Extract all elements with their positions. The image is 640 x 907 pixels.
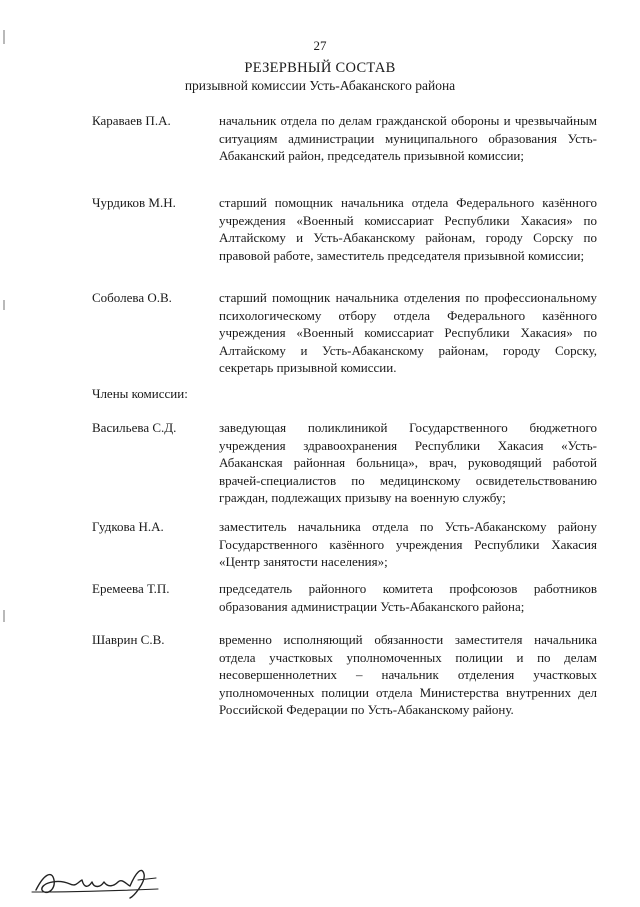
person-name: Чурдиков М.Н. <box>92 195 176 210</box>
person-role: председатель районного комитета профсоюзов работников образования администрации Усть-Абаканского района; <box>219 581 597 614</box>
person-name: Гудкова Н.А. <box>92 519 164 534</box>
signature-icon <box>30 862 170 902</box>
members-label: Члены комиссии: <box>92 386 188 401</box>
member-entry <box>92 580 597 615</box>
leadership-entry <box>92 194 597 264</box>
person-name: Васильева С.Д. <box>92 420 177 435</box>
leadership-entry <box>92 289 597 377</box>
scan-edge-mark <box>3 610 5 622</box>
person-role: заместитель начальника отдела по Усть-Абаканскому району Государственного казённого учреждения Республики Хакасия «Центр занятости населения»; <box>219 519 597 570</box>
document-title: РЕЗЕРВНЫЙ СОСТАВ <box>244 60 396 76</box>
page-number: 27 <box>313 38 327 53</box>
person-role: старший помощник начальника отдела Федерального казённого учреждения «Военный комиссариат Республики Хакасия» по Алтайскому и Усть-Абаканскому районам, городу Сорску по правовой работе, заместитель председателя призывной комиссии; <box>219 195 597 263</box>
person-role: старший помощник начальника отделения по профессиональному психологическому отбору отдела Федерального казённого учреждения «Военный комиссариат Республики Хакасия» по Алтайскому и Усть-Абаканскому районам, городу Сорску, секретарь призывной комиссии. <box>219 290 597 376</box>
person-name: Караваев П.А. <box>92 113 171 128</box>
person-name: Соболева О.В. <box>92 290 172 305</box>
person-role: заведующая поликлиникой Государственного бюджетного учреждения здравоохранения Республики Хакасия «Усть-Абаканская районная больница», врач, руководящий работой врачей-специалистов по медицинскому освидетельствованию граждан, подлежащих призыву на военную службу; <box>219 420 597 506</box>
member-entry <box>92 419 597 507</box>
handwritten-signature <box>30 862 170 907</box>
person-role: временно исполняющий обязанности заместителя начальника отдела участковых уполномоченных полиции и по делам несовершеннолетних – начальник отделения участковых уполномоченных полиции отдела Министерства внутренних дел Российской Федерации по Усть-Абаканскому району. <box>219 632 597 718</box>
document-subtitle: призывной комиссии Усть-Абаканского района <box>184 78 456 93</box>
member-entry <box>92 518 597 571</box>
member-entry <box>92 631 597 719</box>
scan-edge-mark <box>3 300 5 310</box>
leadership-entry <box>92 112 597 165</box>
person-name: Шаврин С.В. <box>92 632 165 647</box>
person-role: начальник отдела по делам гражданской обороны и чрезвычайным ситуациям администрации муниципального образования Усть-Абаканский район, председатель призывной комиссии; <box>219 113 597 164</box>
person-name: Еремеева Т.П. <box>92 581 170 596</box>
